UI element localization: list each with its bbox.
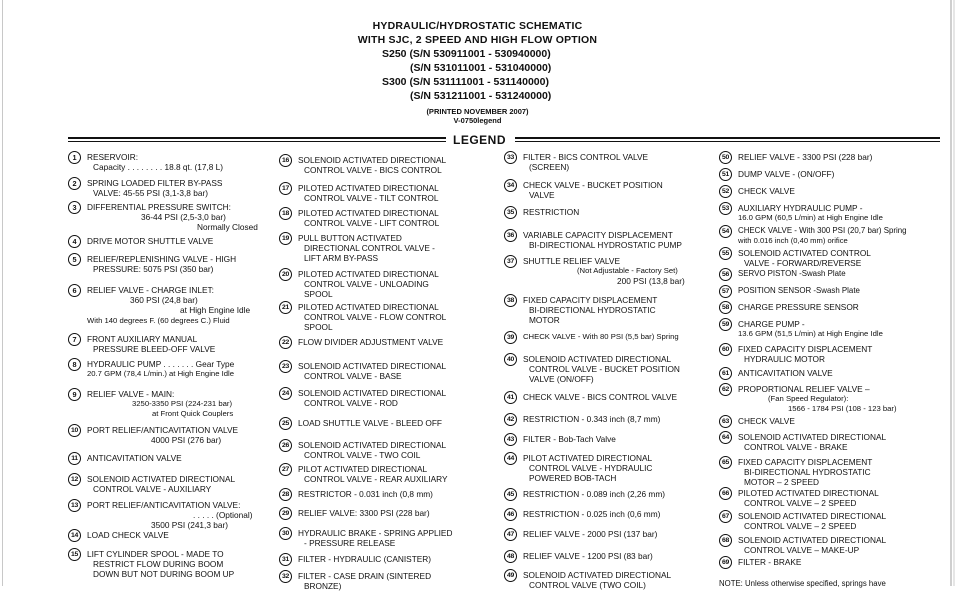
legend-line: CHECK VALVE - BUCKET POSITION	[523, 180, 663, 190]
legend-number-badge: 14	[68, 529, 81, 542]
legend-line: VALVE	[529, 190, 555, 201]
legend-description	[738, 384, 897, 415]
legend-line: SOLENOID ACTIVATED DIRECTIONAL	[738, 432, 887, 442]
legend-line: PRESSURE: 5075 PSI (350 bar)	[93, 264, 214, 275]
legend-line: CHECK VALVE - With 80 PSI (5,5 bar) Spring	[523, 332, 679, 341]
legend-description	[87, 202, 258, 233]
legend-line: CONTROL VALVE - BASE	[304, 371, 402, 382]
legend-number-badge: 36	[504, 229, 517, 242]
legend-line: SOLENOID ACTIVATED DIRECTIONAL	[523, 354, 672, 364]
legend-number-badge: 37	[504, 255, 517, 268]
legend-description	[523, 509, 660, 519]
legend-number-badge: 32	[279, 570, 292, 583]
legend-line: 360 PSI (24,8 bar)	[130, 295, 198, 306]
legend-number-badge: 27	[279, 463, 292, 476]
legend-number-badge: 20	[279, 268, 292, 281]
legend-description	[298, 183, 439, 203]
legend-line: CHECK VALVE - With 300 PSI (20,7 bar) Spring	[738, 226, 907, 235]
legend-number-badge: 21	[279, 301, 292, 314]
legend-line: FRONT AUXILIARY MANUAL	[87, 334, 198, 344]
legend-line: CHARGE PUMP -	[738, 319, 805, 329]
legend-description	[738, 169, 834, 179]
legend-description	[738, 152, 872, 162]
legend-number-badge: 8	[68, 358, 81, 371]
legend-line: RELIEF VALVE - 1200 PSI (83 bar)	[523, 551, 653, 561]
legend-rule-right-thin	[515, 141, 940, 142]
legend-line: - PRESSURE RELEASE	[304, 538, 396, 549]
legend-number-badge: 43	[504, 433, 517, 446]
legend-line: RESTRICT FLOW DURING BOOM	[93, 559, 224, 570]
legend-number-badge: 26	[279, 439, 292, 452]
legend-description	[523, 230, 682, 250]
legend-line: CONTROL VALVE – MAKE-UP	[744, 545, 860, 556]
legend-line: SPOOL	[304, 289, 333, 300]
legend-line: PILOT ACTIVATED DIRECTIONAL	[523, 453, 653, 463]
legend-description	[738, 344, 872, 364]
legend-description	[298, 302, 446, 333]
legend-number-badge: 22	[279, 336, 292, 349]
legend-line: CONTROL VALVE – 2 SPEED	[744, 498, 857, 509]
legend-description	[87, 254, 236, 274]
legend-description	[738, 416, 795, 426]
legend-line: FIXED CAPACITY DISPLACEMENT	[738, 457, 873, 467]
serial-range-3: S300 (S/N 531111001 - 531140000)	[382, 76, 549, 88]
legend-line: SOLENOID ACTIVATED CONTROL	[738, 248, 871, 258]
legend-line: (Not Adjustable - Factory Set)	[577, 266, 678, 276]
legend-number-badge: 54	[719, 225, 732, 238]
legend-line: RELIEF VALVE - CHARGE INLET:	[87, 285, 214, 295]
legend-description	[523, 414, 660, 424]
legend-line: LIFT ARM BY-PASS	[304, 253, 379, 264]
legend-line: Normally Closed	[197, 222, 258, 233]
legend-line: VALVE (ON/OFF)	[529, 374, 594, 385]
legend-number-badge: 28	[279, 488, 292, 501]
legend-number-badge: 63	[719, 415, 732, 428]
legend-description	[738, 432, 886, 452]
legend-description	[298, 361, 446, 381]
legend-line: RELIEF/REPLENISHING VALVE - HIGH	[87, 254, 237, 264]
legend-line: FLOW DIVIDER ADJUSTMENT VALVE	[298, 337, 444, 347]
legend-line: CONTROL VALVE - ROD	[304, 398, 398, 409]
legend-line: VALVE: 45-55 PSI (3,1-3,8 bar)	[93, 188, 208, 199]
legend-line: RESTRICTION - 0.089 inch (2,26 mm)	[523, 489, 666, 499]
legend-number-badge: 34	[504, 179, 517, 192]
legend-description	[298, 528, 452, 548]
legend-description	[298, 489, 433, 499]
legend-line: PILOTED ACTIVATED DIRECTIONAL	[298, 183, 439, 193]
page-right-border	[950, 0, 952, 586]
document-code: V-0750legend	[453, 116, 502, 125]
legend-number-badge: 61	[719, 367, 732, 380]
legend-line: Capacity . . . . . . . . 18.8 qt. (17,8 L)	[93, 162, 224, 173]
legend-line: CONTROL VALVE - HYDRAULIC	[529, 463, 653, 474]
legend-line: 3250-3350 PSI (224-231 bar)	[132, 399, 233, 409]
legend-line: 16.0 GPM (60,5 L/min) at High Engine Idle	[738, 213, 883, 223]
legend-line: FILTER - CASE DRAIN (SINTERED	[298, 571, 432, 581]
legend-line: HYDRAULIC PUMP . . . . . . . Gear Type	[87, 359, 235, 369]
legend-number-badge: 30	[279, 527, 292, 540]
legend-description	[298, 440, 446, 460]
legend-line: SPRING LOADED FILTER BY-PASS	[87, 178, 223, 188]
legend-line: PRESSURE BLEED-OFF VALVE	[93, 344, 216, 355]
legend-number-badge: 18	[279, 207, 292, 220]
legend-number-badge: 19	[279, 232, 292, 245]
legend-line: CONTROL VALVE - FLOW CONTROL	[304, 312, 447, 323]
legend-line: FILTER - BRAKE	[738, 557, 802, 567]
legend-line: BRONZE)	[304, 581, 342, 591]
legend-line: . . . . . (Optional)	[193, 510, 253, 521]
legend-description	[738, 226, 907, 246]
title-line-1: HYDRAULIC/HYDROSTATIC SCHEMATIC	[372, 20, 583, 32]
legend-number-badge: 47	[504, 528, 517, 541]
legend-number-badge: 29	[279, 507, 292, 520]
legend-description	[87, 236, 213, 246]
legend-line: RESTRICTION	[523, 207, 580, 217]
legend-description	[738, 269, 846, 279]
legend-number-badge: 16	[279, 154, 292, 167]
serial-range-2: (S/N 531011001 - 531040000)	[410, 62, 552, 74]
legend-line: ANTICAVITATION VALVE	[87, 453, 182, 463]
legend-line: LOAD SHUTTLE VALVE - BLEED OFF	[298, 418, 442, 428]
legend-line: 36-44 PSI (2,5-3,0 bar)	[141, 212, 226, 223]
legend-rule-right	[515, 137, 940, 139]
legend-number-badge: 62	[719, 383, 732, 396]
legend-number-badge: 7	[68, 333, 81, 346]
legend-line: 3500 PSI (241,3 bar)	[151, 520, 229, 531]
legend-number-badge: 41	[504, 391, 517, 404]
legend-line: 4000 PSI (276 bar)	[151, 435, 222, 446]
legend-number-badge: 23	[279, 360, 292, 373]
legend-line: FIXED CAPACITY DISPLACEMENT	[738, 344, 873, 354]
legend-number-badge: 51	[719, 168, 732, 181]
legend-line: CONTROL VALVE - BICS CONTROL	[304, 165, 442, 176]
legend-line: SOLENOID ACTIVATED DIRECTIONAL	[523, 570, 672, 580]
legend-number-badge: 2	[68, 177, 81, 190]
legend-description	[298, 418, 442, 428]
legend-description	[523, 295, 657, 326]
page-left-border	[2, 0, 3, 586]
legend-number-badge: 13	[68, 499, 81, 512]
legend-number-badge: 52	[719, 185, 732, 198]
legend-line: RELIEF VALVE - 3300 PSI (228 bar)	[738, 152, 873, 162]
legend-description	[523, 332, 679, 342]
legend-number-badge: 12	[68, 473, 81, 486]
legend-number-badge: 59	[719, 318, 732, 331]
legend-line: CONTROL VALVE - UNLOADING	[304, 279, 429, 290]
legend-line: DUMP VALVE - (ON/OFF)	[738, 169, 835, 179]
legend-number-badge: 50	[719, 151, 732, 164]
legend-description	[523, 392, 677, 402]
legend-number-badge: 64	[719, 431, 732, 444]
legend-note	[719, 578, 886, 589]
legend-description	[523, 354, 680, 385]
legend-description	[738, 535, 886, 555]
legend-description	[87, 285, 250, 326]
legend-description	[523, 529, 657, 539]
legend-line: VARIABLE CAPACITY DISPLACEMENT	[523, 230, 673, 240]
legend-number-badge: 44	[504, 452, 517, 465]
legend-description	[87, 530, 169, 540]
legend-line: RELIEF VALVE: 3300 PSI (228 bar)	[298, 508, 430, 518]
legend-line: LIFT CYLINDER SPOOL - MADE TO	[87, 549, 224, 559]
legend-description	[298, 571, 431, 591]
legend-number-badge: 38	[504, 294, 517, 307]
legend-number-badge: 55	[719, 247, 732, 260]
legend-line: RELIEF VALVE - MAIN:	[87, 389, 175, 399]
legend-line: VALVE - FORWARD/REVERSE	[744, 258, 862, 269]
legend-description	[298, 554, 431, 564]
legend-number-badge: 6	[68, 284, 81, 297]
legend-number-badge: 65	[719, 456, 732, 469]
legend-line: SOLENOID ACTIVATED DIRECTIONAL	[298, 440, 447, 450]
legend-line: CHECK VALVE	[738, 416, 795, 426]
legend-number-badge: 25	[279, 417, 292, 430]
legend-number-badge: 45	[504, 488, 517, 501]
legend-line: (Fan Speed Regulator):	[768, 394, 849, 404]
legend-number-badge: 11	[68, 452, 81, 465]
legend-line: CONTROL VALVE - TILT CONTROL	[304, 193, 439, 204]
legend-line: SERVO PISTON -Swash Plate	[738, 269, 846, 278]
legend-line: ANTICAVITATION VALVE	[738, 368, 833, 378]
legend-number-badge: 40	[504, 353, 517, 366]
legend-line: SHUTTLE RELIEF VALVE	[523, 256, 620, 266]
legend-line: with 0.016 inch (0,40 mm) orifice	[738, 236, 848, 246]
legend-number-badge: 67	[719, 510, 732, 523]
legend-note-text: NOTE: Unless otherwise specified, springs have	[719, 579, 886, 588]
legend-number-badge: 15	[68, 548, 81, 561]
legend-number-badge: 17	[279, 182, 292, 195]
legend-number-badge: 24	[279, 387, 292, 400]
legend-line: HYDRAULIC MOTOR	[744, 354, 825, 365]
legend-line: PROPORTIONAL RELIEF VALVE –	[738, 384, 870, 394]
legend-line: CONTROL VALVE – 2 SPEED	[744, 521, 857, 532]
legend-line: PORT RELIEF/ANTICAVITATION VALVE	[87, 425, 239, 435]
legend-number-badge: 33	[504, 151, 517, 164]
legend-line: BI-DIRECTIONAL HYDROSTATIC PUMP	[529, 240, 682, 251]
legend-number-badge: 56	[719, 268, 732, 281]
legend-line: SOLENOID ACTIVATED DIRECTIONAL	[298, 361, 447, 371]
legend-description	[738, 286, 860, 296]
legend-number-badge: 68	[719, 534, 732, 547]
legend-line: SOLENOID ACTIVATED DIRECTIONAL	[738, 511, 887, 521]
legend-line: MOTOR – 2 SPEED	[744, 477, 820, 488]
legend-description	[523, 489, 665, 499]
legend-number-badge: 4	[68, 235, 81, 248]
legend-line: PILOTED ACTIVATED DIRECTIONAL	[298, 269, 439, 279]
legend-number-badge: 58	[719, 301, 732, 314]
legend-description	[738, 203, 883, 223]
legend-number-badge: 35	[504, 206, 517, 219]
legend-description	[738, 319, 883, 339]
legend-line: FILTER - HYDRAULIC (CANISTER)	[298, 554, 432, 564]
legend-rule-left-thin	[68, 141, 446, 142]
legend-description	[87, 549, 234, 580]
legend-line: PILOT ACTIVATED DIRECTIONAL	[298, 464, 428, 474]
legend-description	[298, 464, 448, 484]
legend-line: FIXED CAPACITY DISPLACEMENT	[523, 295, 658, 305]
legend-description	[738, 557, 801, 567]
legend-line: 20.7 GPM (78,4 L/min.) at High Engine Idle	[87, 369, 234, 379]
legend-number-badge: 46	[504, 508, 517, 521]
legend-number-badge: 1	[68, 151, 81, 164]
legend-description	[738, 488, 879, 508]
legend-line: SPOOL	[304, 322, 333, 333]
legend-line: RESTRICTION - 0.343 inch (8,7 mm)	[523, 414, 661, 424]
legend-description	[298, 155, 446, 175]
legend-line: CHARGE PRESSURE SENSOR	[738, 302, 859, 312]
legend-description	[87, 425, 238, 445]
legend-line: CONTROL VALVE - LIFT CONTROL	[304, 218, 440, 229]
legend-line: SOLENOID ACTIVATED DIRECTIONAL	[298, 388, 447, 398]
legend-line: PILOTED ACTIVATED DIRECTIONAL	[738, 488, 879, 498]
legend-line: 1566 - 1784 PSI (108 - 123 bar)	[788, 404, 897, 414]
legend-number-badge: 3	[68, 201, 81, 214]
legend-line: RESTRICTOR - 0.031 inch (0,8 mm)	[298, 489, 433, 499]
legend-number-badge: 69	[719, 556, 732, 569]
legend-line: DIFFERENTIAL PRESSURE SWITCH:	[87, 202, 231, 212]
legend-description	[87, 453, 182, 463]
legend-line: BI-DIRECTIONAL HYDROSTATIC	[529, 305, 656, 316]
legend-description	[87, 474, 235, 494]
legend-number-badge: 10	[68, 424, 81, 437]
legend-line: PULL BUTTON ACTIVATED	[298, 233, 402, 243]
legend-line: at Front Quick Couplers	[152, 409, 234, 419]
legend-description	[738, 248, 871, 268]
legend-description	[298, 337, 443, 347]
legend-description	[87, 334, 215, 354]
legend-description	[523, 152, 648, 172]
legend-line: CONTROL VALVE - REAR AUXILIARY	[304, 474, 448, 485]
legend-description	[523, 256, 685, 287]
legend-line: CONTROL VALVE (TWO COIL)	[529, 580, 646, 591]
legend-description	[87, 178, 222, 198]
legend-line: 13.6 GPM (51,5 L/min) at High Engine Idle	[738, 329, 883, 339]
legend-line: at High Engine Idle	[180, 305, 251, 316]
legend-description	[738, 511, 886, 531]
legend-line: CONTROL VALVE - BUCKET POSITION	[529, 364, 680, 375]
legend-line: SOLENOID ACTIVATED DIRECTIONAL	[738, 535, 887, 545]
legend-description	[298, 233, 435, 264]
legend-number-badge: 48	[504, 550, 517, 563]
legend-description	[87, 359, 234, 379]
legend-line: DOWN BUT NOT DURING BOOM UP	[93, 569, 235, 580]
legend-number-badge: 39	[504, 331, 517, 344]
serial-range-4: (S/N 531211001 - 531240000)	[410, 90, 552, 102]
legend-line: RELIEF VALVE - 2000 PSI (137 bar)	[523, 529, 658, 539]
legend-line: DRIVE MOTOR SHUTTLE VALVE	[87, 236, 214, 246]
legend-number-badge: 57	[719, 285, 732, 298]
legend-line: CONTROL VALVE - AUXILIARY	[93, 484, 212, 495]
legend-number-badge: 31	[279, 553, 292, 566]
legend-description	[523, 207, 579, 217]
legend-description	[523, 180, 663, 200]
legend-description	[298, 269, 439, 300]
legend-line: HYDRAULIC BRAKE - SPRING APPLIED	[298, 528, 453, 538]
legend-line: MOTOR	[529, 315, 560, 326]
legend-description	[523, 570, 671, 590]
legend-number-badge: 53	[719, 202, 732, 215]
legend-number-badge: 9	[68, 388, 81, 401]
legend-line: LOAD CHECK VALVE	[87, 530, 169, 540]
legend-number-badge: 42	[504, 413, 517, 426]
legend-number-badge: 60	[719, 343, 732, 356]
legend-description	[738, 457, 872, 488]
legend-description	[298, 508, 430, 518]
legend-line: CHECK VALVE	[738, 186, 795, 196]
legend-description	[523, 551, 653, 561]
serial-range-1: S250 (S/N 530911001 - 530940000)	[382, 48, 551, 60]
legend-description	[738, 186, 795, 196]
legend-description	[523, 434, 616, 444]
legend-line: 200 PSI (13,8 bar)	[617, 276, 685, 287]
legend-line: POWERED BOB-TACH	[529, 473, 617, 484]
legend-line: RESTRICTION - 0.025 inch (0,6 mm)	[523, 509, 661, 519]
legend-line: AUXILIARY HYDRAULIC PUMP -	[738, 203, 863, 213]
title-line-2: WITH SJC, 2 SPEED AND HIGH FLOW OPTION	[357, 34, 598, 46]
legend-line: FILTER - Bob-Tach Valve	[523, 434, 616, 444]
legend-description	[87, 152, 223, 172]
legend-description	[87, 500, 252, 531]
legend-line: CONTROL VALVE - BRAKE	[744, 442, 848, 453]
legend-description	[523, 453, 652, 484]
legend-line: POSITION SENSOR -Swash Plate	[738, 286, 860, 295]
legend-line: FILTER - BICS CONTROL VALVE	[523, 152, 649, 162]
legend-line: SOLENOID ACTIVATED DIRECTIONAL	[87, 474, 236, 484]
legend-description	[298, 388, 446, 408]
legend-line: PILOTED ACTIVATED DIRECTIONAL	[298, 302, 439, 312]
legend-line: RESERVOIR:	[87, 152, 139, 162]
legend-description	[738, 368, 833, 378]
legend-line: SOLENOID ACTIVATED DIRECTIONAL	[298, 155, 447, 165]
legend-line: DIRECTIONAL CONTROL VALVE -	[304, 243, 435, 254]
legend-description	[298, 208, 439, 228]
legend-rule-left	[68, 137, 446, 139]
legend-description	[738, 302, 859, 312]
legend-line: CONTROL VALVE - TWO COIL	[304, 450, 421, 461]
legend-number-badge: 49	[504, 569, 517, 582]
legend-line: CHECK VALVE - BICS CONTROL VALVE	[523, 392, 677, 402]
legend-line: (SCREEN)	[529, 162, 570, 173]
legend-number-badge: 5	[68, 253, 81, 266]
printed-date: (PRINTED NOVEMBER 2007)	[426, 107, 529, 116]
legend-line: BI-DIRECTIONAL HYDROSTATIC	[744, 467, 871, 478]
legend-line: PILOTED ACTIVATED DIRECTIONAL	[298, 208, 439, 218]
legend-line: With 140 degrees F. (60 degrees C.) Fluid	[87, 315, 230, 325]
legend-line: PORT RELIEF/ANTICAVITATION VALVE:	[87, 500, 241, 510]
legend-title: LEGEND	[453, 133, 507, 147]
legend-description	[87, 389, 233, 420]
legend-number-badge: 66	[719, 487, 732, 500]
